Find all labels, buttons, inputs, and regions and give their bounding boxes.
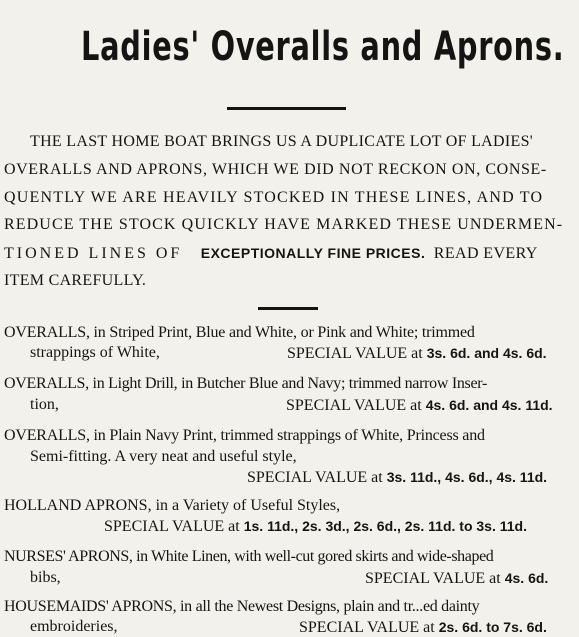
item-6-price [299,618,547,637]
item-6-price-label: SPECIAL VALUE at [299,619,435,636]
divider-rule-middle [258,307,318,310]
item-2-price-value: 4s. 6d. and 4s. 11d. [425,397,553,413]
item-3-description-cont: Semi-fitting. A very neat and useful style, [30,448,297,465]
item-3-price-value: 3s. 11d., 4s. 6d., 4s. 11d. [386,469,548,485]
intro-line-6: ITEM CAREFULLY. [4,272,147,289]
item-4-price-value: 1s. 11d., 2s. 3d., 2s. 6d., 2s. 11d. to 3s. 11d. [243,518,527,534]
intro-line-5-end: READ EVERY [433,245,538,262]
item-2-description: OVERALLS, in Light Drill, in Butcher Blue and Navy; trimmed narrow Inser- [4,375,488,392]
item-2-description-cont: tion, [30,396,59,413]
intro-line-2: OVERALLS AND APRONS, WHICH WE DID NOT RECKON ON, CONSE- [4,161,547,178]
item-4-price-label: SPECIAL VALUE at [104,518,240,535]
item-2-price-label: SPECIAL VALUE at [286,397,422,414]
headline: Ladies' Overalls and Aprons. [81,24,565,70]
intro-line-3: QUENTLY WE ARE HEAVILY STOCKED IN THESE LINES, AND TO [4,189,544,206]
intro-line-4: REDUCE THE STOCK QUICKLY HAVE MARKED THESE UNDERMEN- [4,216,564,233]
item-6-description: HOUSEMAIDS' APRONS, in all the Newest Designs, plain and tr...ed dainty [4,598,480,615]
item-3-price [247,468,547,487]
item-6-price-value: 2s. 6d. to 7s. 6d. [438,619,547,635]
item-4-price [104,517,527,536]
item-6-description-cont: embroideries, [30,618,118,635]
item-5-description-cont: bibs, [30,569,61,586]
item-3-description: OVERALLS, in Plain Navy Print, trimmed strappings of White, Princess and [4,427,485,444]
intro-line-5-start: TIONED LINES OF [4,245,183,262]
item-1-description-cont: strappings of White, [30,344,160,361]
intro-emphasis: EXCEPTIONALLY FINE PRICES. [200,245,426,261]
item-4-description: HOLLAND APRONS, in a Variety of Useful Styles, [4,497,341,514]
item-5-price [365,569,548,588]
item-5-description: NURSES' APRONS, in White Linen, with well-cut gored skirts and wide-shaped [4,548,494,565]
item-1-price [287,344,547,363]
item-3-price-label: SPECIAL VALUE at [247,469,383,486]
item-1-description: OVERALLS, in Striped Print, Blue and White, or Pink and White; trimmed [4,324,475,341]
item-1-price-label: SPECIAL VALUE at [287,345,423,362]
intro-line-5 [4,244,538,263]
intro-line-1: THE LAST HOME BOAT BRINGS US A DUPLICATE LOT OF LADIES' [30,133,533,150]
item-5-price-value: 4s. 6d. [504,570,549,586]
item-1-price-value: 3s. 6d. and 4s. 6d. [426,345,547,361]
divider-rule-top [227,107,346,110]
item-5-price-label: SPECIAL VALUE at [365,570,501,587]
item-2-price [286,396,553,415]
